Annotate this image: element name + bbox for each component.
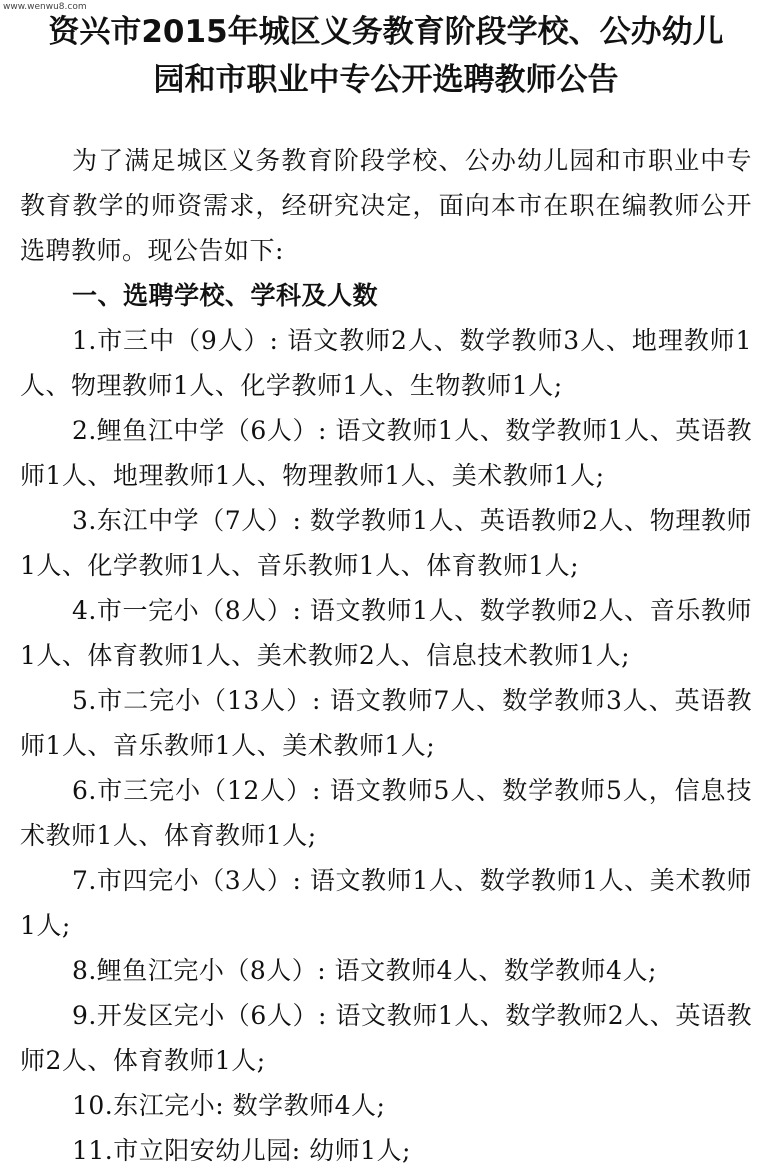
list-item: 4.市一完小（8人）: 语文教师1人、数学教师2人、音乐教师1人、体育教师1人、美术教师2人、信息技术教师1人; [20,596,752,670]
section-heading: 一、选聘学校、学科及人数 [72,281,379,310]
list-item: 10.东江完小: 数学教师4人; [72,1091,386,1120]
list-item: 11.市立阳安幼儿园: 幼师1人; [72,1136,411,1165]
watermark-text: www.wenwu8.com [3,2,87,12]
list-item: 1.市三中（9人）: 语文教师2人、数学教师3人、地理教师1人、物理教师1人、化学教师1人、生物教师1人; [20,326,752,400]
list-item: 9.开发区完小（6人）: 语文教师1人、数学教师2人、英语教师2人、体育教师1人; [20,1001,752,1075]
title-line-2: 园和市职业中专公开选聘教师公告 [153,62,619,98]
list-item: 2.鲤鱼江中学（6人）: 语文教师1人、数学教师1人、英语教师1人、地理教师1人、物理教师1人、美术教师1人; [20,416,752,490]
list-item: 6.市三完小（12人）: 语文教师5人、数学教师5人，信息技术教师1人、体育教师1人; [20,776,752,850]
title-line-1: 资兴市2015年城区义务教育阶段学校、公办幼儿 [48,14,724,50]
list-item: 5.市二完小（13人）: 语文教师7人、数学教师3人、英语教师1人、音乐教师1人、美术教师1人; [20,686,752,760]
document-title [0,0,772,104]
intro-paragraph: 为了满足城区义务教育阶段学校、公办幼儿园和市职业中专教育教学的师资需求，经研究决定，面向本市在职在编教师公开选聘教师。现公告如下: [20,146,752,265]
list-item: 8.鲤鱼江完小（8人）: 语文教师4人、数学教师4人; [72,956,657,985]
list-item: 3.东江中学（7人）: 数学教师1人、英语教师2人、物理教师1人、化学教师1人、音乐教师1人、体育教师1人; [20,506,752,580]
document-body [20,138,752,1173]
list-item: 7.市四完小（3人）: 语文教师1人、数学教师1人、美术教师1人; [20,866,752,940]
